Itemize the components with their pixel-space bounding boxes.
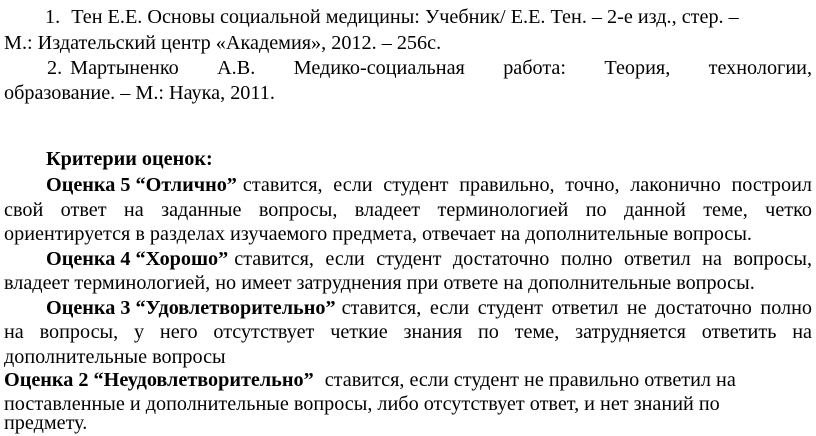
grade-4-line-2: владеет терминологией, но имеет затруднения при ответе на дополнительные вопросы. [4, 272, 755, 294]
grade-3-label: Оценка 3 “Удовлетворительно” [46, 297, 336, 319]
reference-2-text: Мартыненко А.В. Медико-социальная работа: Теория, технологии, [70, 57, 812, 79]
grade-3-line-1 [46, 296, 812, 321]
grade-5-text-1: ставится, если студент правильно, точно, лаконично построил [242, 174, 812, 196]
grade-2-label: Оценка 2 “Неудовлетворительно” [4, 369, 314, 391]
reference-1-line-2: М.: Издательский центр «Академия», 2012. – 256с. [4, 32, 442, 54]
reference-1-line-1 [45, 5, 739, 30]
reference-2-line-2: образование. – М.: Наука, 2011. [4, 82, 275, 104]
reference-1-text: Тен Е.Е. Основы социальной медицины: Учебник/ Е.Е. Тен. – 2-е изд., стер. – [71, 6, 739, 28]
grade-4-line-1 [46, 247, 812, 272]
reference-1-number: 1. [45, 6, 61, 28]
grade-2-line-1 [4, 368, 736, 393]
grade-4-text-1: ставится, если студент достаточно полно ответил на вопросы, [234, 248, 812, 270]
grade-5-label: Оценка 5 “Отлично” [46, 174, 237, 196]
grade-5-line-1 [46, 173, 812, 198]
grade-3-line-3: дополнительные вопросы [4, 346, 226, 368]
grade-2-text-1: ставится, если студент не правильно ответил на [324, 369, 736, 391]
grade-2-line-3: предмету. [4, 412, 88, 434]
grade-5-line-3: ориентируется в разделах изучаемого предмета, отвечает на дополнительные вопросы. [4, 223, 752, 245]
grade-5-line-2: свой ответ на заданные вопросы, владеет терминологией по данной теме, четко [4, 199, 812, 221]
grade-3-line-2: на вопросы, у него отсутствует четкие знания по теме, затрудняется ответить на [4, 321, 812, 343]
criteria-heading: Критерии оценок: [46, 148, 213, 170]
grade-4-label: Оценка 4 “Хорошо” [46, 248, 229, 270]
grade-2-line-2: поставленные и дополнительные вопросы, либо отсутствует ответ, и нет знаний по [4, 393, 720, 415]
grade-3-text-1: ставится, если студент ответил не достаточно полно [341, 297, 812, 319]
reference-2-number: 2. [47, 57, 63, 79]
reference-2-line-1 [47, 56, 812, 81]
